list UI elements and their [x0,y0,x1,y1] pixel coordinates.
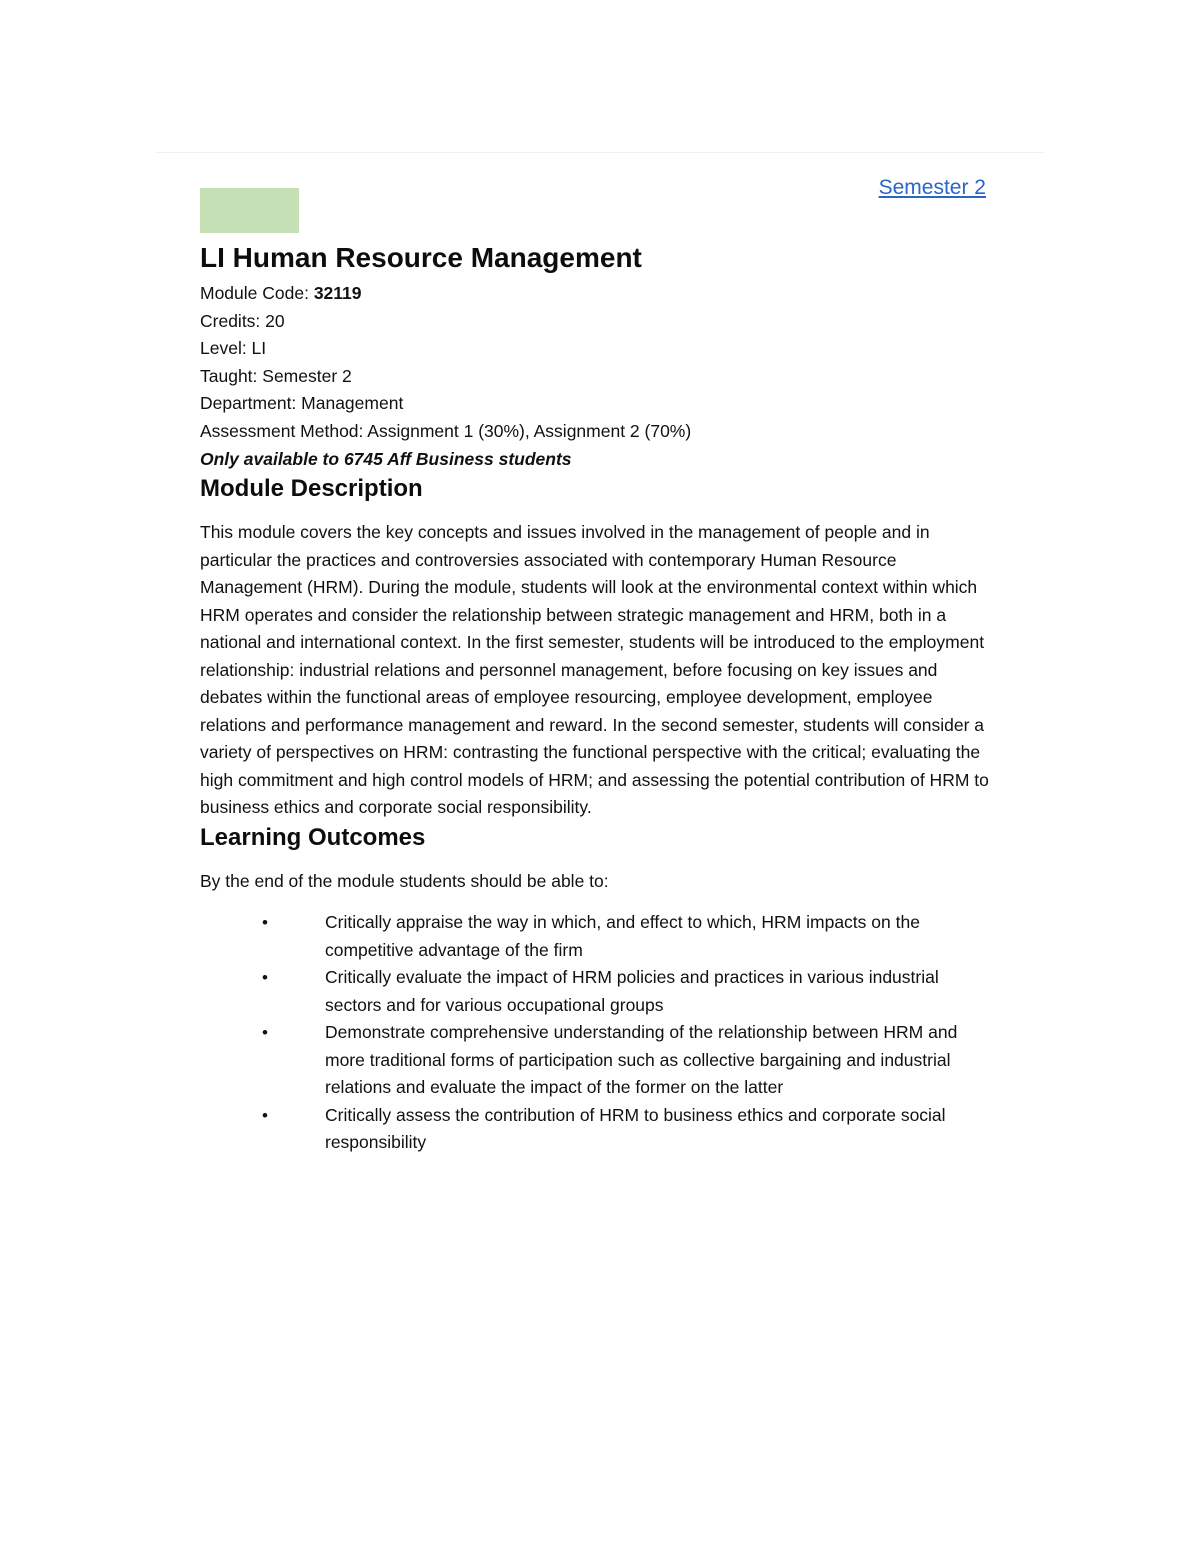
module-code-row [200,280,995,308]
module-department: Department: Management [200,393,404,414]
outcome-text: Critically evaluate the impact of HRM policies and practices in various industrial sectors and for various occupational groups [325,967,939,1015]
module-description-body: This module covers the key concepts and issues involved in the management of people and in particular the practices and controversies associated with contemporary Human Resource Management (HRM). During the module, students will look at the environmental context within which HRM operates and consider the relationship between strategic management and HRM, both in a national and international context. In the first semester, students will be introduced to the employment relationship: industrial relations and personnel management, before focusing on key issues and debates within the functional areas of employee resourcing, employee development, employee relations and performance management and reward. In the second semester, students will consider a variety of perspectives on HRM: contrasting the functional perspective with the critical; evaluating the high commitment and high control models of HRM; and assessing the potential contribution of HRM to business ethics and corporate social responsibility. [200,522,989,818]
outcome-text: Demonstrate comprehensive understanding of the relationship between HRM and more traditional forms of participation such as collective bargaining and industrial relations and evaluate the impact of the former on the latter [325,1022,958,1098]
module-code-label: Module Code: [200,283,314,303]
module-color-tag [200,188,299,233]
module-level: Level: LI [200,338,267,359]
outcome-text: Critically appraise the way in which, and effect to which, HRM impacts on the competitive advantage of the firm [325,912,920,960]
module-code-value: 32119 [313,283,362,303]
learning-outcomes-intro: By the end of the module students should be able to: [200,870,609,891]
module-description-heading: Module Description [200,475,423,503]
semester-2-link[interactable]: Semester 2 [878,176,986,199]
module-meta [200,280,995,473]
bullet-icon: • [262,968,268,988]
module-assessment: Assessment Method: Assignment 1 (30%), Assignment 2 (70%) [200,420,692,441]
list-item [200,909,995,964]
learning-outcomes-heading: Learning Outcomes [200,823,426,851]
bullet-icon: • [262,1105,268,1125]
module-taught: Taught: Semester 2 [200,365,352,386]
list-item [200,1102,995,1157]
bullet-icon: • [262,913,268,933]
module-credits: Credits: 20 [200,310,285,331]
list-item [200,1019,995,1102]
learning-outcomes-list [200,909,995,1157]
module-content [200,236,995,1157]
module-restriction: Only available to 6745 Aff Business students [200,448,572,469]
page-top-divider [155,152,1045,153]
bullet-icon: • [262,1023,268,1043]
outcome-text: Critically assess the contribution of HRM to business ethics and corporate social responsibility [325,1104,946,1153]
module-title: LI Human Resource Management [200,242,642,273]
list-item [200,964,995,1019]
